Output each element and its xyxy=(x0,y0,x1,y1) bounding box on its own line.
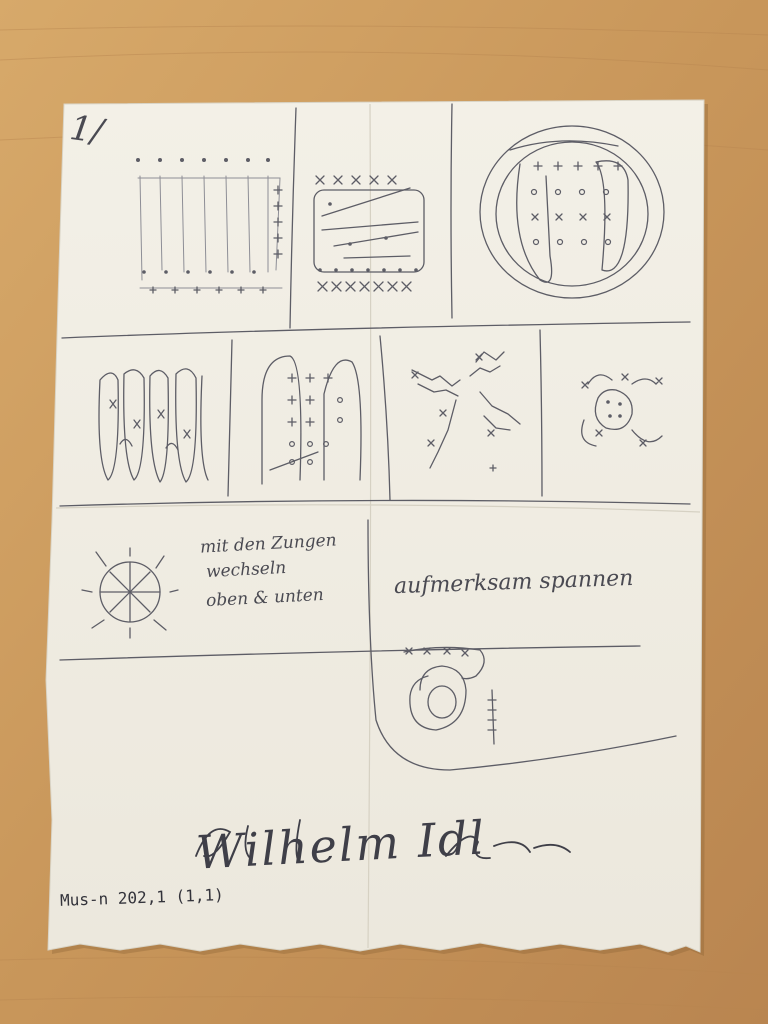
signature: Wilhelm Idl xyxy=(194,810,488,880)
folio-mark: 1/ xyxy=(67,107,106,153)
shelfmark: Mus-n 202,1 (1,1) xyxy=(59,885,225,910)
note-aufmerksam: aufmerksam spannen xyxy=(393,565,634,600)
note-mit-den-zungen-line1: mit den Zungen xyxy=(199,530,338,558)
note-mit-den-zungen-line2: wechseln xyxy=(205,557,287,583)
note-mit-den-zungen-line3: oben & unten xyxy=(205,584,325,612)
